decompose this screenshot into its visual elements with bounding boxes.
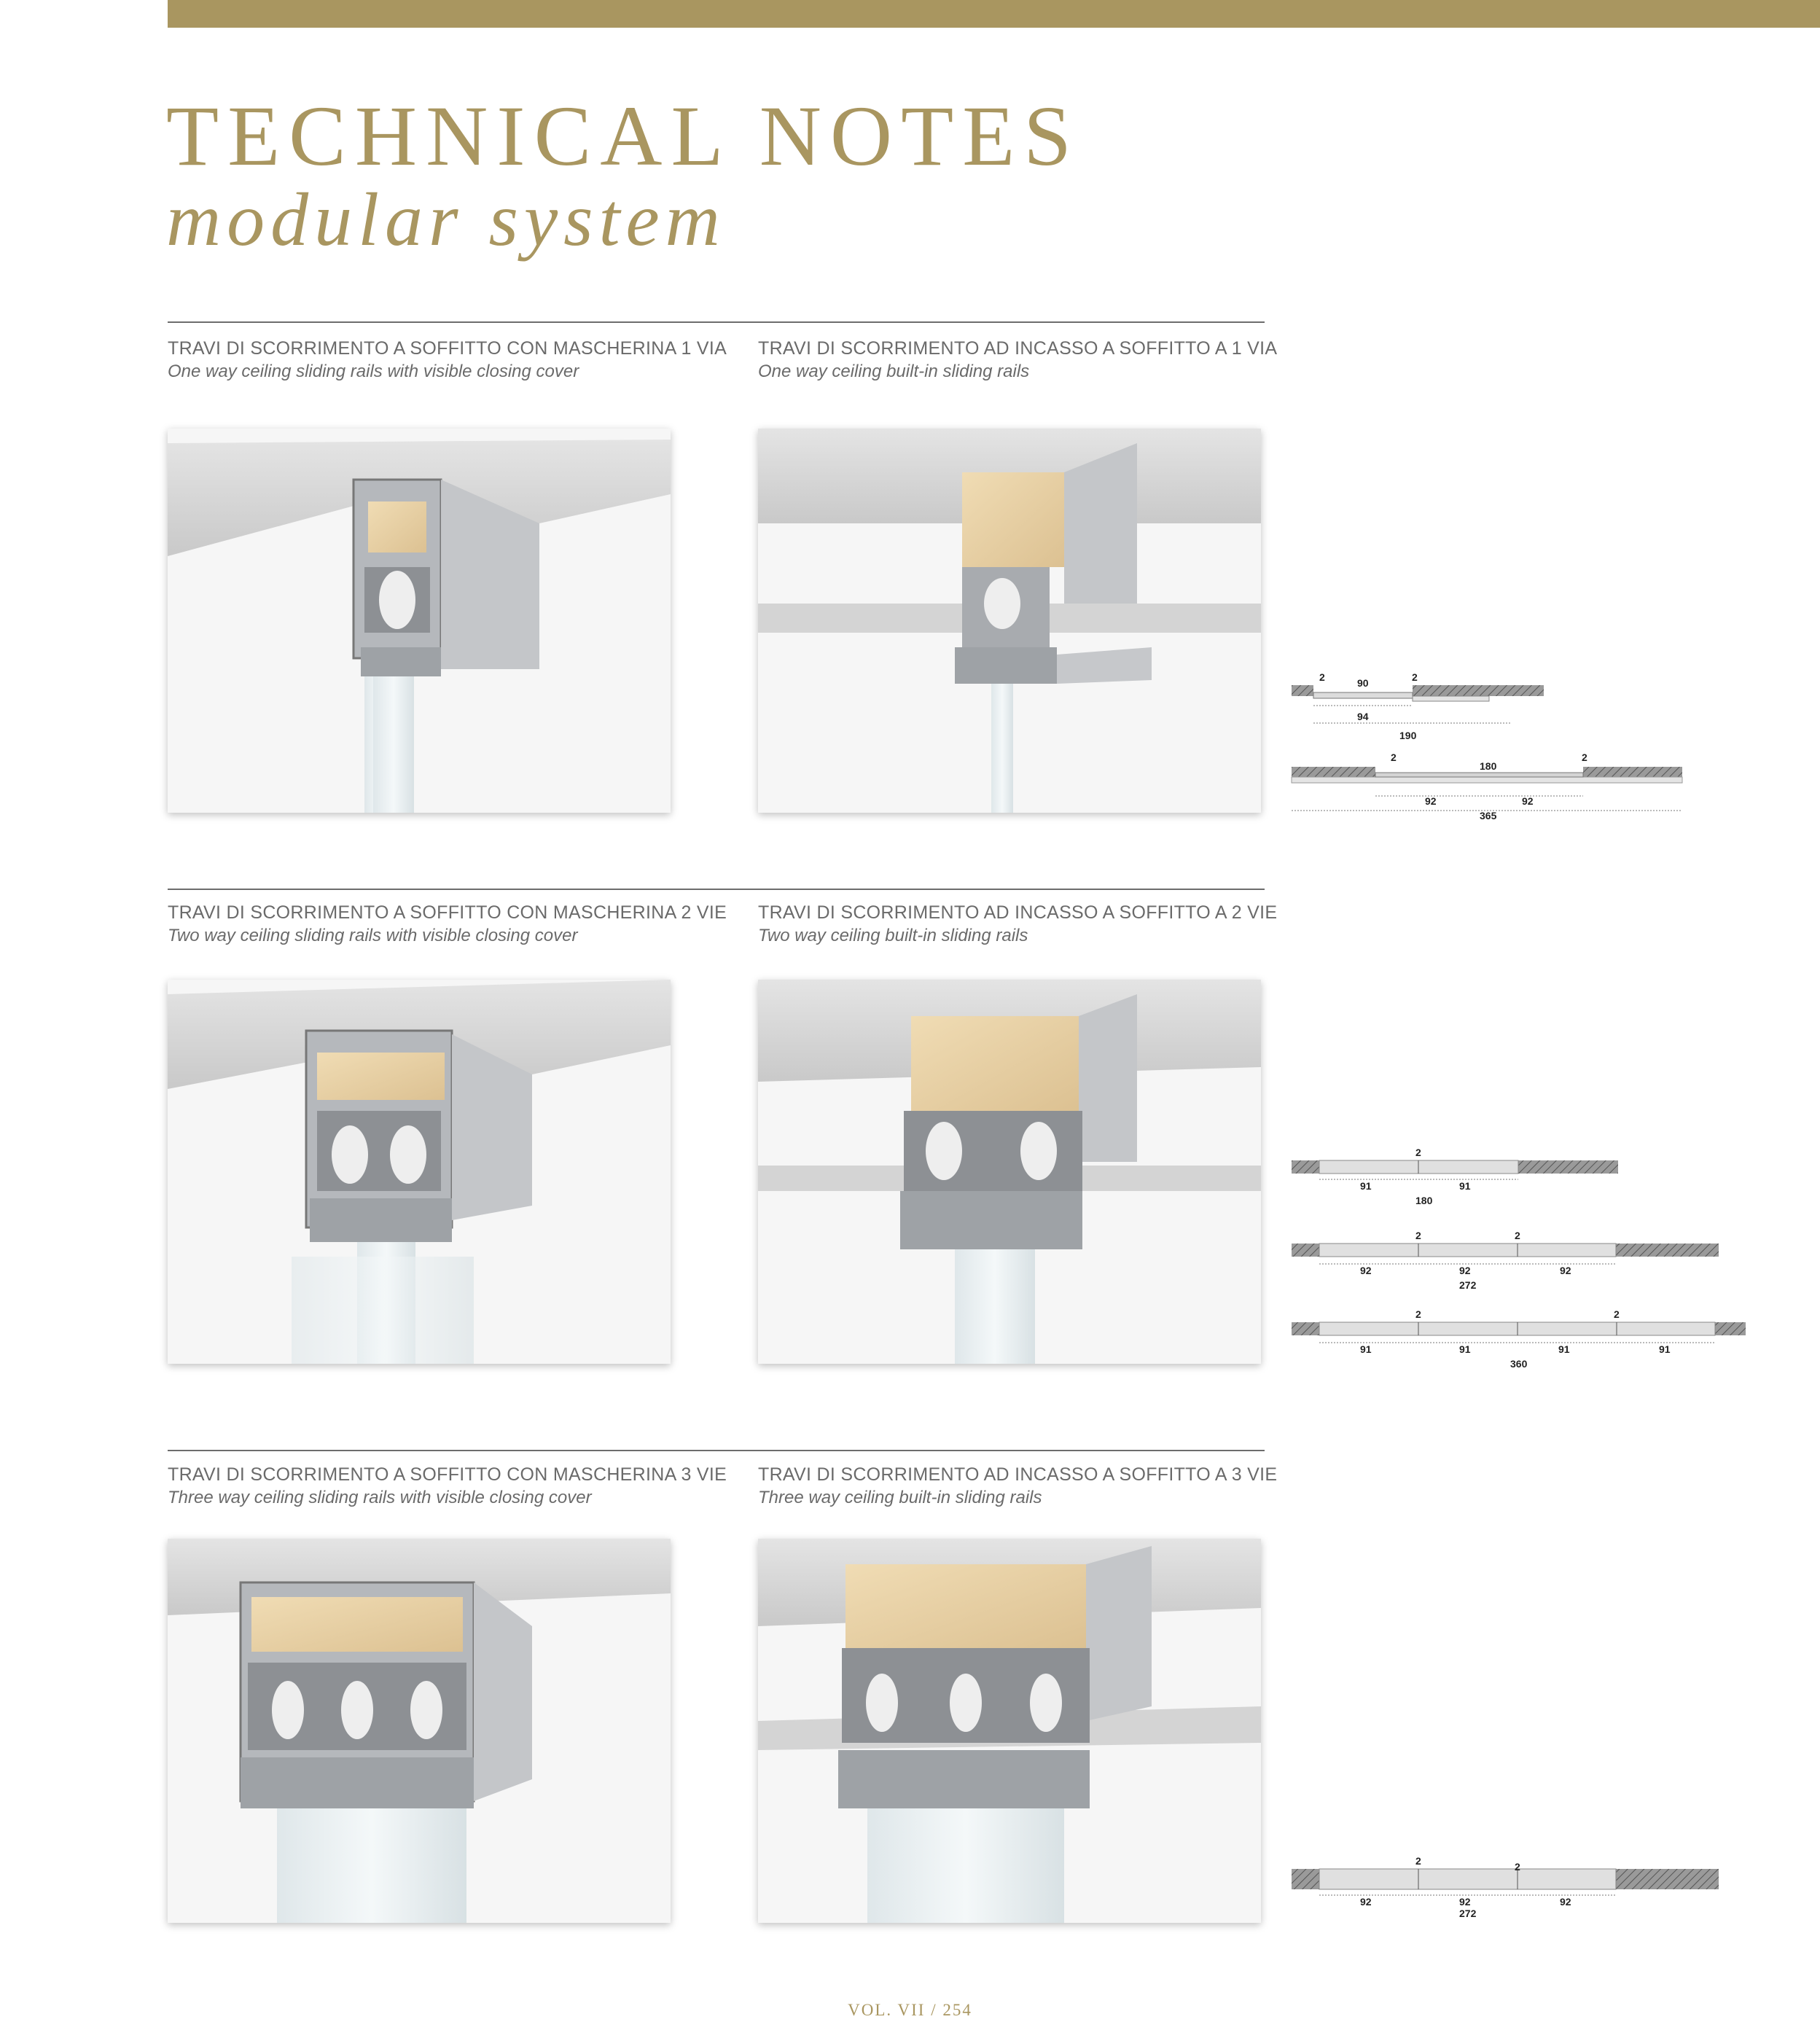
photo-3-way-built-in-rail xyxy=(758,1539,1261,1923)
dim-label: 92 xyxy=(1360,1265,1372,1276)
dim-label: 92 xyxy=(1522,795,1534,807)
caption-1-way-cover xyxy=(168,337,743,383)
section-divider xyxy=(168,1450,1265,1451)
dim-label: 2 xyxy=(1412,671,1418,683)
dim-label: 2 xyxy=(1415,1308,1421,1320)
dim-label: 91 xyxy=(1459,1180,1471,1192)
dim-label: 365 xyxy=(1480,810,1497,821)
page-title: TECHNICAL NOTES xyxy=(166,88,1080,184)
dim-label: 2 xyxy=(1391,752,1397,763)
dim-label: 94 xyxy=(1357,711,1369,722)
dim-label: 90 xyxy=(1357,677,1369,689)
dim-label: 2 xyxy=(1319,671,1325,683)
dim-label: 360 xyxy=(1510,1358,1528,1370)
caption-english: Two way ceiling sliding rails with visible closing cover xyxy=(168,926,578,945)
dim-label: 92 xyxy=(1459,1896,1471,1908)
section-drawing-2-way-extended xyxy=(1290,1305,1749,1370)
caption-english: Three way ceiling sliding rails with visible closing cover xyxy=(168,1488,592,1507)
dim-label: 2 xyxy=(1614,1308,1620,1320)
dim-label: 91 xyxy=(1459,1343,1471,1355)
dim-label: 2 xyxy=(1415,1855,1421,1867)
caption-italian: TRAVI DI SCORRIMENTO A SOFFITTO CON MASCHERINA 1 VIA xyxy=(168,338,727,359)
dim-label: 91 xyxy=(1360,1180,1372,1192)
caption-english: Two way ceiling built-in sliding rails xyxy=(758,926,1028,945)
caption-3-way-cover xyxy=(168,1463,743,1510)
dim-label: 2 xyxy=(1415,1147,1421,1158)
dim-label: 272 xyxy=(1459,1908,1477,1917)
section-drawing-2-way-built-in xyxy=(1290,1226,1720,1292)
dim-label: 2 xyxy=(1515,1230,1520,1241)
photo-2-way-cover-rail xyxy=(168,980,671,1364)
caption-2-way-cover xyxy=(168,901,743,948)
caption-italian: TRAVI DI SCORRIMENTO AD INCASSO A SOFFITTO A 3 VIE xyxy=(758,1464,1278,1485)
caption-1-way-built-in xyxy=(758,337,1334,383)
caption-italian: TRAVI DI SCORRIMENTO AD INCASSO A SOFFITTO A 1 VIA xyxy=(758,338,1278,359)
photo-3-way-cover-rail xyxy=(168,1539,671,1923)
dim-label: 2 xyxy=(1582,752,1587,763)
caption-english: One way ceiling built-in sliding rails xyxy=(758,362,1030,381)
section-divider xyxy=(168,889,1265,890)
page-number: VOL. VII / 254 xyxy=(848,2001,972,2019)
dim-label: 91 xyxy=(1558,1343,1570,1355)
caption-italian: TRAVI DI SCORRIMENTO A SOFFITTO CON MASCHERINA 3 VIE xyxy=(168,1464,727,1485)
photo-1-way-built-in-rail xyxy=(758,429,1261,813)
caption-english: Three way ceiling built-in sliding rails xyxy=(758,1488,1042,1507)
dim-label: 91 xyxy=(1659,1343,1671,1355)
dim-label: 2 xyxy=(1515,1861,1520,1873)
dim-label: 190 xyxy=(1399,730,1417,741)
dim-label: 272 xyxy=(1459,1279,1477,1291)
section-drawing-1-way-built-in xyxy=(1290,743,1684,824)
section-divider xyxy=(168,321,1265,323)
dim-label: 91 xyxy=(1360,1343,1372,1355)
section-drawing-1-way-cover xyxy=(1290,671,1553,751)
dim-label: 92 xyxy=(1459,1265,1471,1276)
top-accent-bar xyxy=(168,0,1820,28)
dim-label: 92 xyxy=(1560,1896,1571,1908)
section-drawing-3-way xyxy=(1290,1851,1720,1917)
photo-2-way-built-in-rail xyxy=(758,980,1261,1364)
photo-1-way-cover-rail xyxy=(168,429,671,813)
dim-label: 2 xyxy=(1415,1230,1421,1241)
caption-italian: TRAVI DI SCORRIMENTO AD INCASSO A SOFFITTO A 2 VIE xyxy=(758,902,1278,923)
dim-label: 92 xyxy=(1360,1896,1372,1908)
caption-2-way-built-in xyxy=(758,901,1334,948)
dim-label: 180 xyxy=(1480,760,1497,772)
dim-label: 92 xyxy=(1560,1265,1571,1276)
caption-english: One way ceiling sliding rails with visible closing cover xyxy=(168,362,579,381)
dim-label: 92 xyxy=(1425,795,1437,807)
page-subtitle: modular system xyxy=(166,178,726,262)
section-drawing-2-way-cover xyxy=(1290,1146,1625,1211)
caption-italian: TRAVI DI SCORRIMENTO A SOFFITTO CON MASCHERINA 2 VIE xyxy=(168,902,727,923)
dim-label: 180 xyxy=(1415,1195,1433,1206)
caption-3-way-built-in xyxy=(758,1463,1334,1510)
